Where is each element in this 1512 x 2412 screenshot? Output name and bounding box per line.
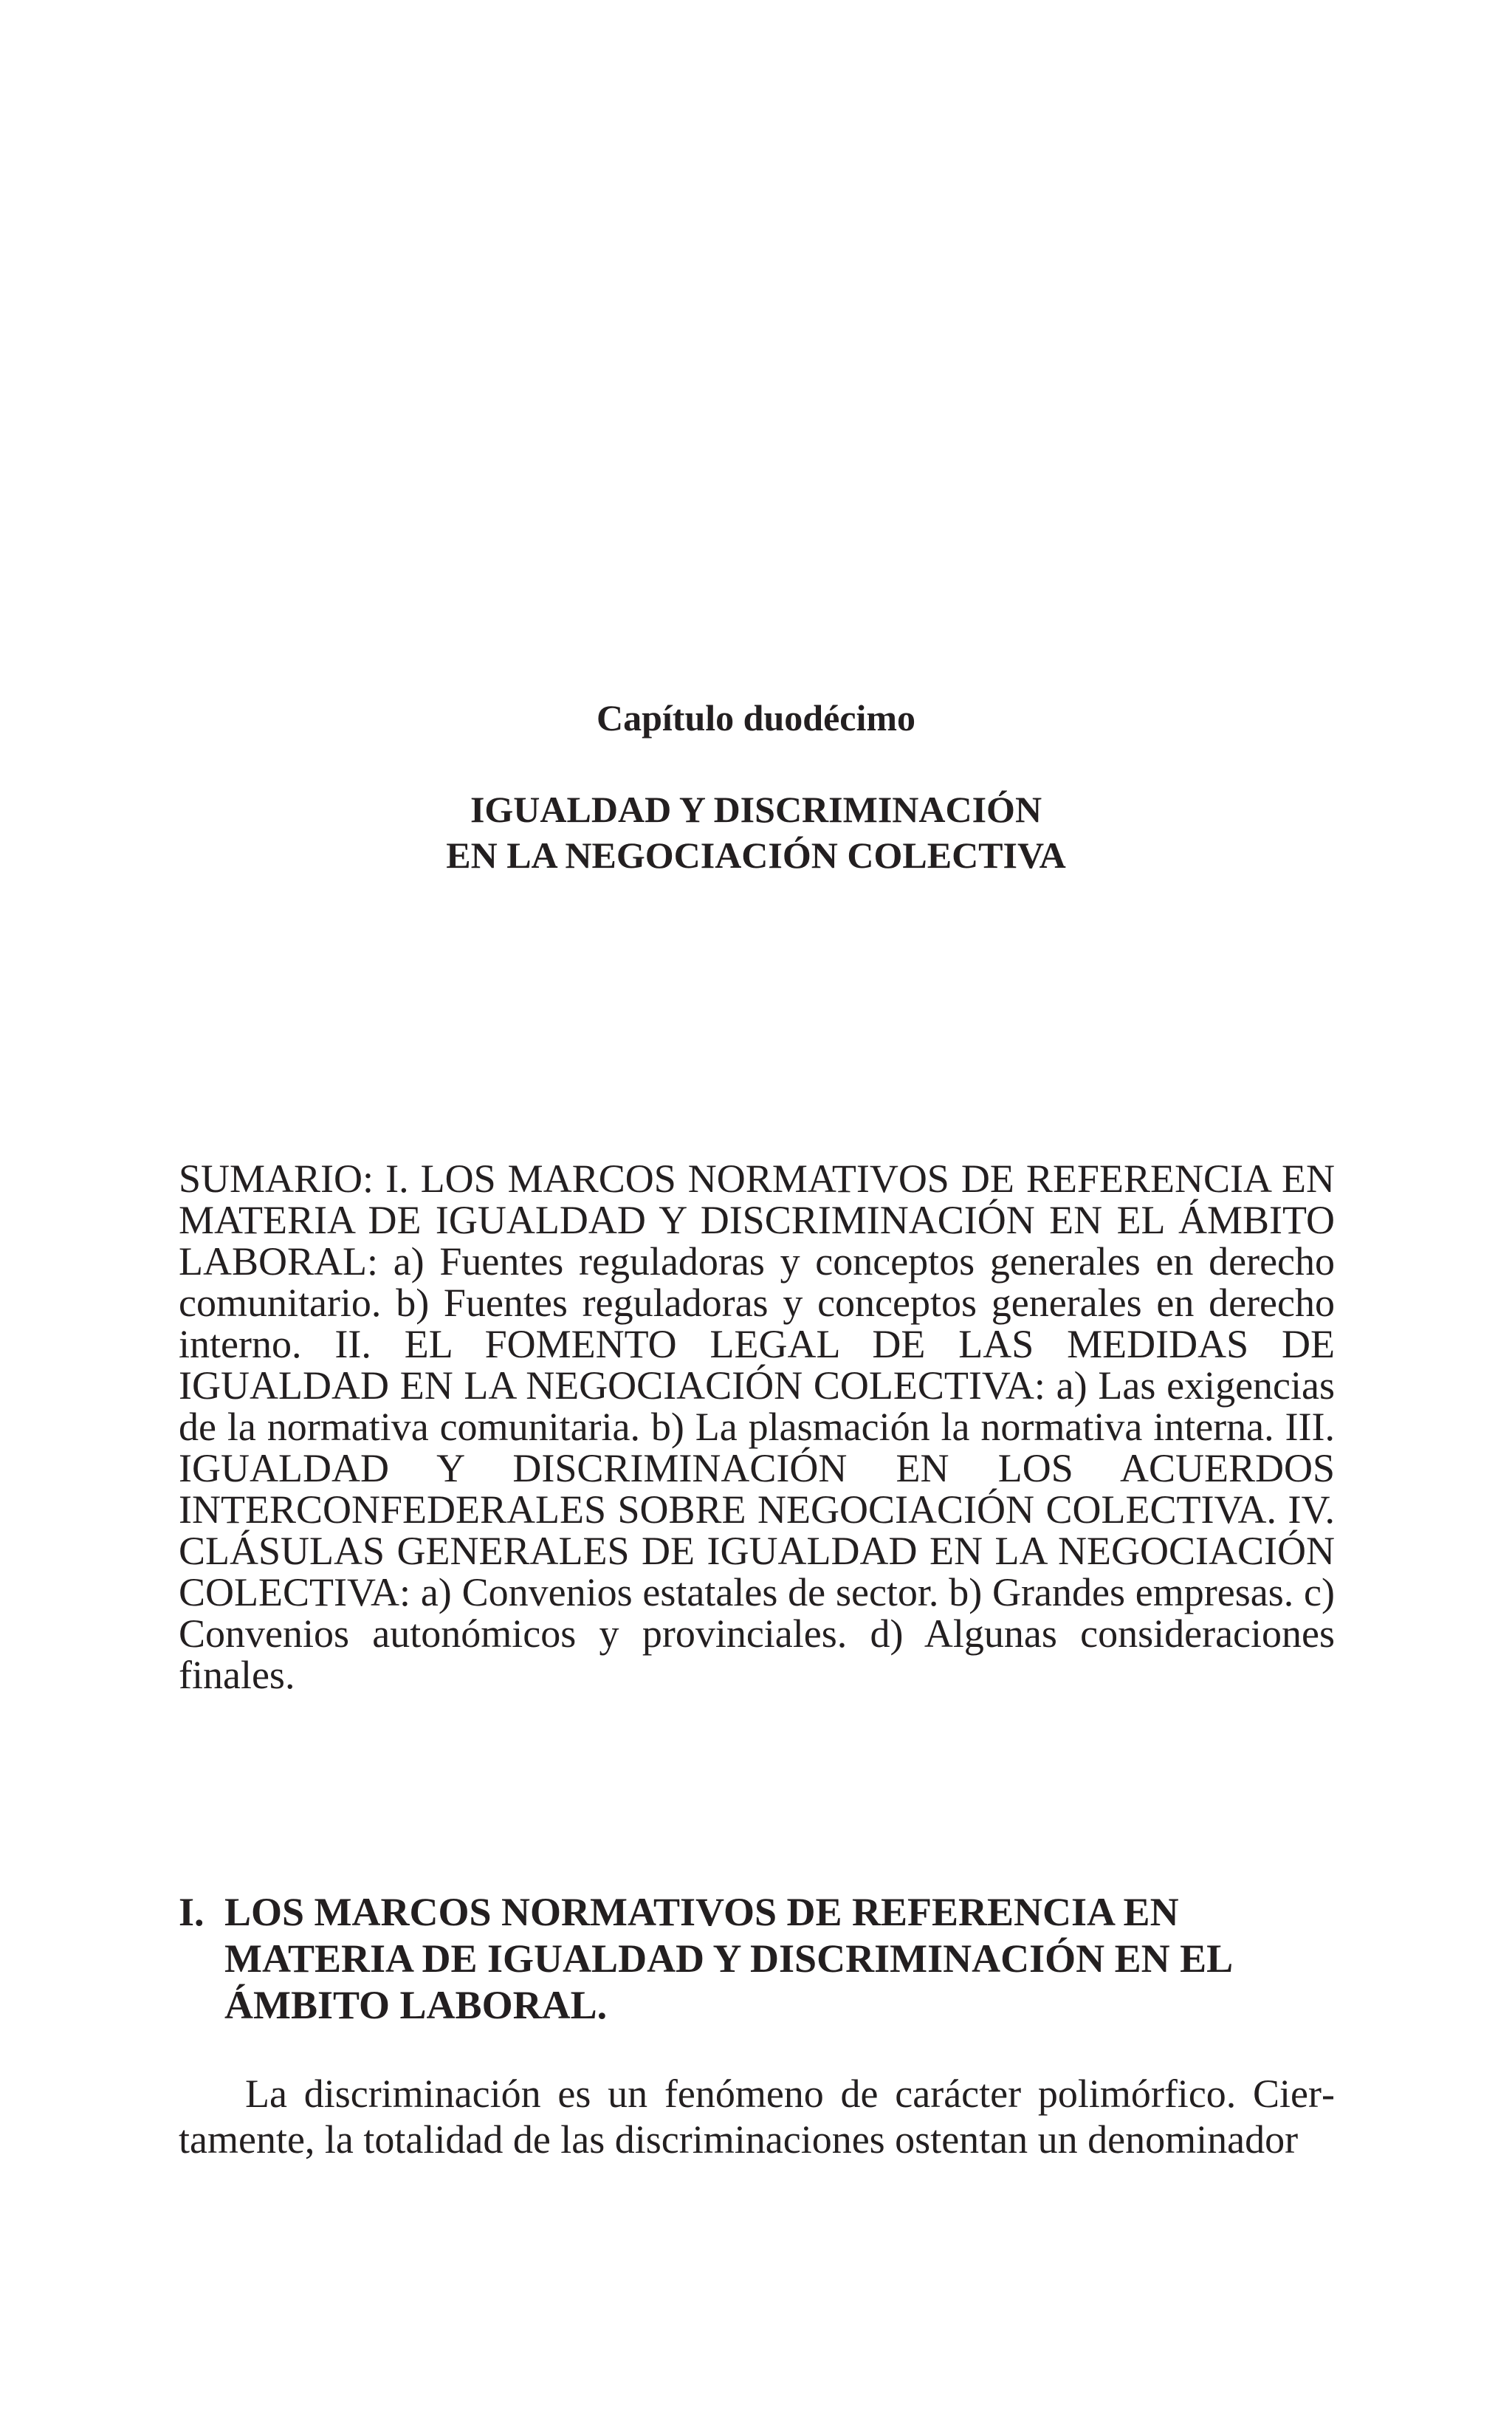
summary-paragraph: SUMARIO: I. LOS MARCOS NORMATIVOS DE REFERENCIA EN MATERIA DE IGUALDAD Y DISCRIMINACIÓN EN EL ÁMBITO LABORAL: a) Fuentes reguladoras y conceptos generales en derecho comunitario. b) Fuentes reguladoras y conceptos generales en derecho interno. II. EL FOMENTO LEGAL DE LAS MEDIDAS DE IGUALDAD EN LA NEGOCIACIÓN COLECTIVA: a) Las exigencias de la normativa comunitaria. b) La plasmación la normativa interna. III. IGUALDAD Y DISCRIMINACIÓN EN LOS ACUERDOS INTERCONFEDERALES SOBRE NEGOCIACIÓN COLECTIVA. IV. CLÁSULAS GENERALES DE IGUALDAD EN LA NEGOCIACIÓN COLECTIVA: a) Convenios estatales de sector. b) Grandes empresas. c) Convenios autonómicos y provinciales. d) Algunas consideraciones finales. [179,1157,1335,1697]
section-heading-text: LOS MARCOS NORMATIVOS DE REFERENCIA EN MATERIA DE IGUALDAD Y DISCRIMINACIÓN EN EL ÁMBITO LABORAL. [224,1890,1231,2027]
section-number: I. [179,1890,205,1934]
section-heading [179,1889,1335,2029]
chapter-label: Capítulo duodécimo [596,697,915,739]
body-paragraph: La discriminación es un fenómeno de carácter polimórfico. Ciertamente, la totalidad de las discriminaciones ostentan un denominador [179,2072,1335,2162]
chapter-title-line-2: EN LA NEGOCIACIÓN COLECTIVA [446,835,1066,876]
chapter-title-line-1: IGUALDAD Y DISCRIMINACIÓN [470,789,1042,830]
chapter-title [0,787,1512,878]
